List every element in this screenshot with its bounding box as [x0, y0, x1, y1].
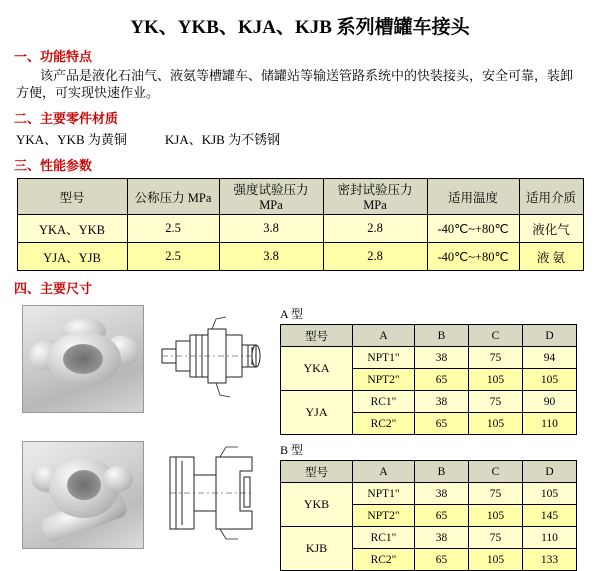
table-row: [17, 215, 583, 243]
dimB-r0-c2: 38: [415, 483, 469, 505]
dimension-label-a: A 型: [280, 307, 304, 321]
material-left: YKA、YKB 为黄铜: [16, 132, 127, 147]
dimB-r1-c4: 145: [523, 505, 577, 527]
dimB-col-1: A: [353, 461, 415, 483]
material-line: [16, 129, 600, 148]
dimA-r3-c1: RC2": [353, 413, 415, 435]
perf-r1-c2: 3.8: [219, 243, 323, 271]
perf-r0-c1: 2.5: [127, 215, 219, 243]
dimA-r3-c3: 105: [469, 413, 523, 435]
perf-r1-c4: -40℃~+80℃: [427, 243, 519, 271]
perf-col-2: 强度试验压力 MPa: [219, 179, 323, 215]
table-header-row: [281, 461, 577, 483]
perf-r0-c5: 液化气: [519, 215, 583, 243]
dimB-r1-c1: NPT2": [353, 505, 415, 527]
section-heading-performance: 三、性能参数: [14, 158, 93, 173]
section-heading-features: 一、功能特点: [14, 49, 93, 64]
dimA-r0-c4: 94: [523, 347, 577, 369]
section-heading-material: 二、主要零件材质: [14, 111, 119, 126]
perf-r1-c5: 液 氨: [519, 243, 583, 271]
dimA-r1-c3: 105: [469, 369, 523, 391]
perf-col-1: 公称压力 MPa: [127, 179, 219, 215]
dimension-table-a: [280, 324, 577, 435]
dimA-col-3: C: [469, 325, 523, 347]
table-row: [281, 483, 577, 505]
dimA-r0-c2: 38: [415, 347, 469, 369]
page-title: YK、YKB、KJA、KJB 系列槽罐车接头: [130, 17, 470, 38]
dimA-r2-c3: 75: [469, 391, 523, 413]
perf-col-0: 型号: [17, 179, 127, 215]
perf-r1-c3: 2.8: [323, 243, 427, 271]
dimB-r3-c4: 133: [523, 549, 577, 571]
dimB-col-2: B: [415, 461, 469, 483]
dimA-r1-c2: 65: [415, 369, 469, 391]
coupling-drawing-b: [156, 441, 266, 547]
dimB-col-4: D: [523, 461, 577, 483]
dimA-r0-c1: NPT1": [353, 347, 415, 369]
table-row: [281, 527, 577, 549]
perf-r0-c4: -40℃~+80℃: [427, 215, 519, 243]
dimA-r2-c4: 90: [523, 391, 577, 413]
perf-r0-c3: 2.8: [323, 215, 427, 243]
dimension-block-b: [0, 441, 600, 571]
coupling-photo-a: [22, 305, 144, 413]
dimA-col-4: D: [523, 325, 577, 347]
dimA-r3-c2: 65: [415, 413, 469, 435]
material-right: KJA、KJB 为不锈钢: [164, 132, 281, 147]
dimB-r3-c3: 105: [469, 549, 523, 571]
features-body-text: 该产品是液化石油气、液氨等槽罐车、储罐站等输送管路系统中的快装接头，安全可靠，装卸方便，可实现快速作业。: [16, 68, 574, 100]
table-row: [281, 347, 577, 369]
dimB-col-3: C: [469, 461, 523, 483]
dimB-r3-c1: RC2": [353, 549, 415, 571]
dimB-r0-c1: NPT1": [353, 483, 415, 505]
dimB-r1-c3: 105: [469, 505, 523, 527]
perf-col-3: 密封试验压力 MPa: [323, 179, 427, 215]
table-row: [17, 243, 583, 271]
perf-r1-c1: 2.5: [127, 243, 219, 271]
dimB-r2-c1: RC1": [353, 527, 415, 549]
dimA-r2-c2: 38: [415, 391, 469, 413]
dimB-r2-c3: 75: [469, 527, 523, 549]
dimB-r2-c4: 110: [523, 527, 577, 549]
features-body: [16, 67, 584, 101]
perf-col-4: 适用温度: [427, 179, 519, 215]
dimB-r0-c3: 75: [469, 483, 523, 505]
dimA-r1-c1: NPT2": [353, 369, 415, 391]
perf-r0-c0: YKA、YKB: [17, 215, 127, 243]
coupling-photo-b: [22, 441, 144, 549]
perf-r0-c2: 3.8: [219, 215, 323, 243]
perf-r1-c0: YJA、YJB: [17, 243, 127, 271]
table-header-row: [17, 179, 583, 215]
performance-table: [17, 178, 584, 271]
dimA-col-2: B: [415, 325, 469, 347]
dimension-table-wrap-b: [280, 441, 577, 571]
dimA-r2-model: YJA: [281, 391, 353, 435]
dimA-col-0: 型号: [281, 325, 353, 347]
dimA-r3-c4: 110: [523, 413, 577, 435]
dimA-r2-c1: RC1": [353, 391, 415, 413]
dimB-r1-c2: 65: [415, 505, 469, 527]
dimB-r2-model: KJB: [281, 527, 353, 571]
dimA-col-1: A: [353, 325, 415, 347]
table-row: [281, 391, 577, 413]
dimB-r2-c2: 38: [415, 527, 469, 549]
dimB-col-0: 型号: [281, 461, 353, 483]
dimA-r0-model: YKA: [281, 347, 353, 391]
dimension-block-a: [0, 305, 600, 435]
dimB-r0-c4: 105: [523, 483, 577, 505]
coupling-drawing-a: [156, 305, 266, 411]
perf-col-5: 适用介质: [519, 179, 583, 215]
dimension-table-wrap-a: [280, 305, 577, 435]
dimension-label-b: B 型: [280, 443, 304, 457]
drawing-b-svg: [156, 441, 266, 547]
dimA-r1-c4: 105: [523, 369, 577, 391]
dimensions-area: [0, 305, 600, 571]
dimB-r0-model: YKB: [281, 483, 353, 527]
drawing-a-svg: [156, 305, 266, 411]
table-header-row: [281, 325, 577, 347]
dimA-r0-c3: 75: [469, 347, 523, 369]
section-heading-dimensions: 四、主要尺寸: [14, 281, 93, 296]
dimB-r3-c2: 65: [415, 549, 469, 571]
